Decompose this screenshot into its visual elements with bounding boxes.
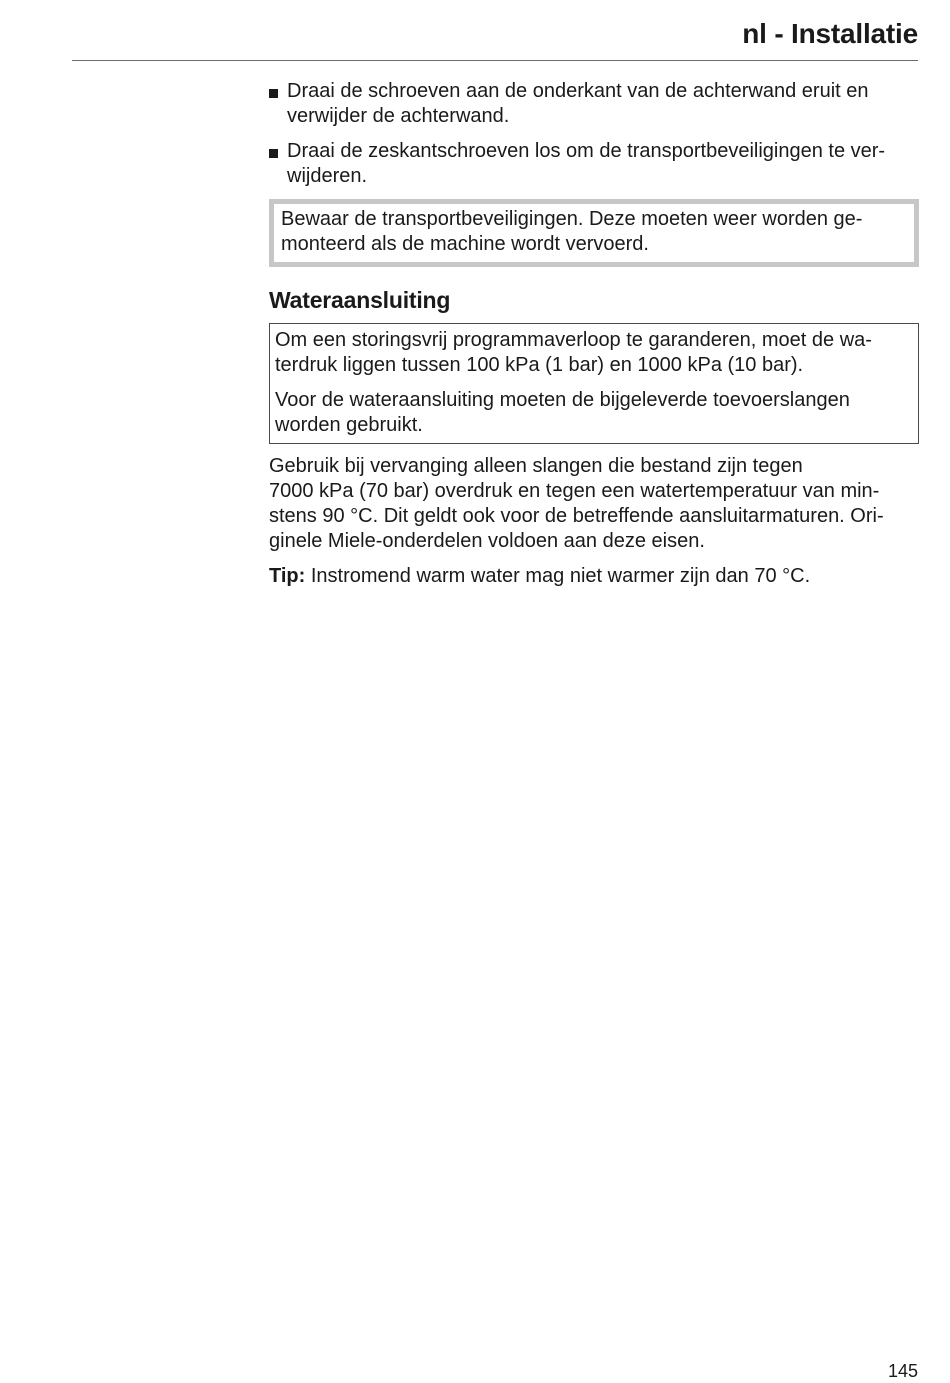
text-line: Draai de schroeven aan de onderkant van de achterwand eruit en	[287, 80, 869, 102]
main-content	[269, 79, 919, 589]
text-line: terdruk liggen tussen 100 kPa (1 bar) en 1000 kPa (10 bar).	[275, 354, 804, 376]
list-item-text	[287, 79, 919, 129]
info-paragraph	[275, 328, 913, 378]
text-line: 7000 kPa (70 bar) overdruk en tegen een watertemperatuur van min-	[269, 480, 880, 502]
text-line: ginele Miele-onderdelen voldoen aan deze eisen.	[269, 530, 705, 552]
text-line: verwijder de achterwand.	[287, 105, 510, 127]
page-title: nl - Installatie	[742, 18, 918, 49]
tip-paragraph	[269, 564, 919, 589]
list-item	[269, 139, 919, 189]
info-box	[269, 323, 919, 444]
text-line: Om een storingsvrij programmaverloop te garanderen, moet de wa-	[275, 329, 872, 351]
header-divider	[72, 60, 918, 61]
text-line: Voor de wateraansluiting moeten de bijgeleverde toevoerslangen	[275, 389, 850, 411]
tip-text: Instromend warm water mag niet warmer zijn dan 70 °C.	[305, 565, 811, 587]
text-line: monteerd als de machine wordt vervoerd.	[281, 233, 649, 255]
text-line: Bewaar de transportbeveiligingen. Deze moeten weer worden ge-	[281, 208, 863, 230]
section-heading: Wateraansluiting	[269, 287, 451, 313]
note-box	[269, 199, 919, 267]
tip-label: Tip:	[269, 565, 306, 587]
body-paragraph	[269, 454, 919, 554]
square-bullet-icon	[269, 149, 278, 158]
text-line: Draai de zeskantschroeven los om de transportbeveiligingen te ver-	[287, 140, 886, 162]
square-bullet-icon	[269, 89, 278, 98]
list-item	[269, 79, 919, 129]
list-item-text	[287, 139, 919, 189]
text-line: Gebruik bij vervanging alleen slangen die bestand zijn tegen	[269, 455, 803, 477]
instruction-list	[269, 79, 919, 189]
text-line: stens 90 °C. Dit geldt ook voor de betreffende aansluitarmaturen. Ori-	[269, 505, 884, 527]
text-line: worden gebruikt.	[275, 414, 423, 436]
page-number: 145	[887, 1361, 918, 1381]
text-line: wijderen.	[287, 165, 368, 187]
info-paragraph	[275, 388, 913, 438]
